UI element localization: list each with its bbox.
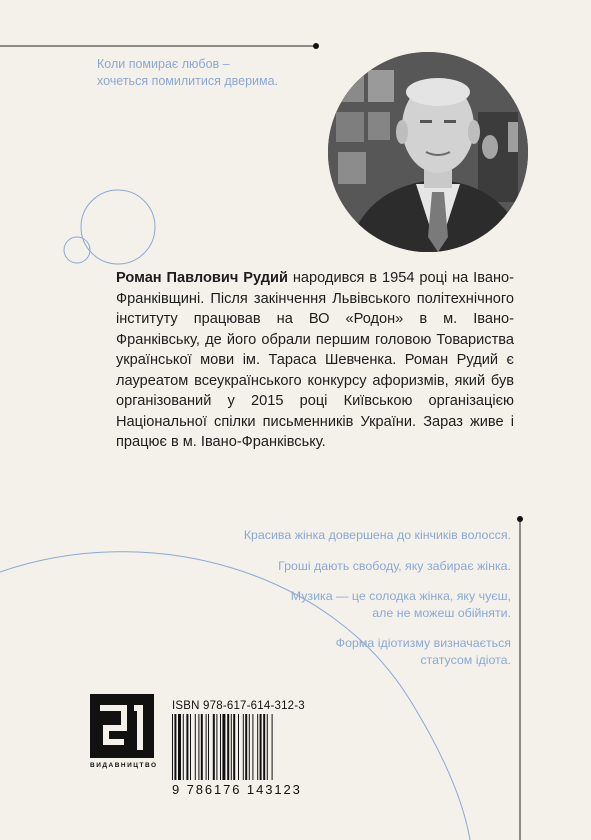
top-quote [97, 56, 327, 90]
aphorism-line: статусом ідіота. [420, 652, 511, 667]
isbn-text: ISBN 978-617-614-312-3 [172, 700, 305, 712]
barcode-bar [183, 714, 184, 780]
barcode [170, 714, 308, 782]
aphorism-line: але не можеш обійняти. [372, 605, 511, 620]
barcode-bar [252, 714, 253, 780]
barcode-bar [216, 714, 217, 780]
barcode-bar [249, 714, 250, 780]
right-divider-dot [517, 516, 523, 522]
author-bio [116, 268, 514, 453]
barcode-bar [208, 714, 209, 780]
barcode-bar [178, 714, 181, 780]
barcode-bar [190, 714, 191, 780]
barcode-bar [263, 714, 265, 780]
aphorism-item [181, 635, 511, 668]
top-quote-line1: Коли помирає любов – [97, 57, 230, 71]
barcode-bar [257, 714, 258, 780]
publisher-logo [90, 694, 154, 758]
barcode-bar [201, 714, 203, 780]
aphorism-item [181, 527, 511, 544]
aphorism-list [181, 527, 511, 682]
barcode-bar [272, 714, 273, 780]
barcode-bar [174, 714, 176, 780]
barcode-bar [213, 714, 215, 780]
barcode-bar [220, 714, 221, 780]
aphorism-line: Красива жінка довершена до кінчиків волосся. [243, 528, 511, 542]
aphorism-item [181, 588, 511, 621]
aphorism-line: Музика — це солодка жінка, яку чуєш, [290, 589, 511, 603]
barcode-bar [227, 714, 229, 780]
decor-circle-small [64, 237, 90, 263]
barcode-bar [245, 714, 247, 780]
top-divider-dot [313, 43, 319, 49]
barcode-number: 9 786176 143123 [172, 782, 302, 797]
author-photo [328, 52, 528, 252]
aphorism-line: Форма ідіотизму визначається [335, 636, 511, 650]
decor-circle-large [81, 190, 155, 264]
barcode-bar [222, 714, 225, 780]
top-quote-line2: хочеться помилитися дверима. [97, 74, 279, 88]
barcode-bar [231, 714, 232, 780]
author-bio-text: народився в 1954 році на Івано-Франківщині. Після закінчення Львівського політехнічного інституту працював на ВО «Родон» в м. Івано-Франківську, де його обрали першим головою Товариства української мови ім. Тараса Шевченка. Роман Рудий є лауреатом всеукраїнського конкурсу афоризмів, який був організований у 2015 році Київською організацією Національної спілки письменників України. Зараз живе і працює в м. Івано-Франківську. [116, 270, 514, 450]
publisher-label: ВИДАВНИЦТВО [90, 762, 158, 769]
barcode-bar [260, 714, 262, 780]
aphorism-line: Гроші дають свободу, яку забирає жінка. [278, 558, 511, 573]
barcode-bar [172, 714, 173, 780]
barcode-bar [233, 714, 235, 780]
author-name: Роман Павлович Рудий [116, 270, 288, 286]
publisher-logo-glyph [90, 694, 154, 758]
barcode-bar [198, 714, 199, 780]
barcode-bar [206, 714, 207, 780]
aphorism-item [181, 558, 511, 575]
barcode-bar [186, 714, 188, 780]
barcode-bar [243, 714, 244, 780]
barcode-bar [267, 714, 268, 780]
barcode-bar [238, 714, 239, 780]
barcode-bar [195, 714, 196, 780]
